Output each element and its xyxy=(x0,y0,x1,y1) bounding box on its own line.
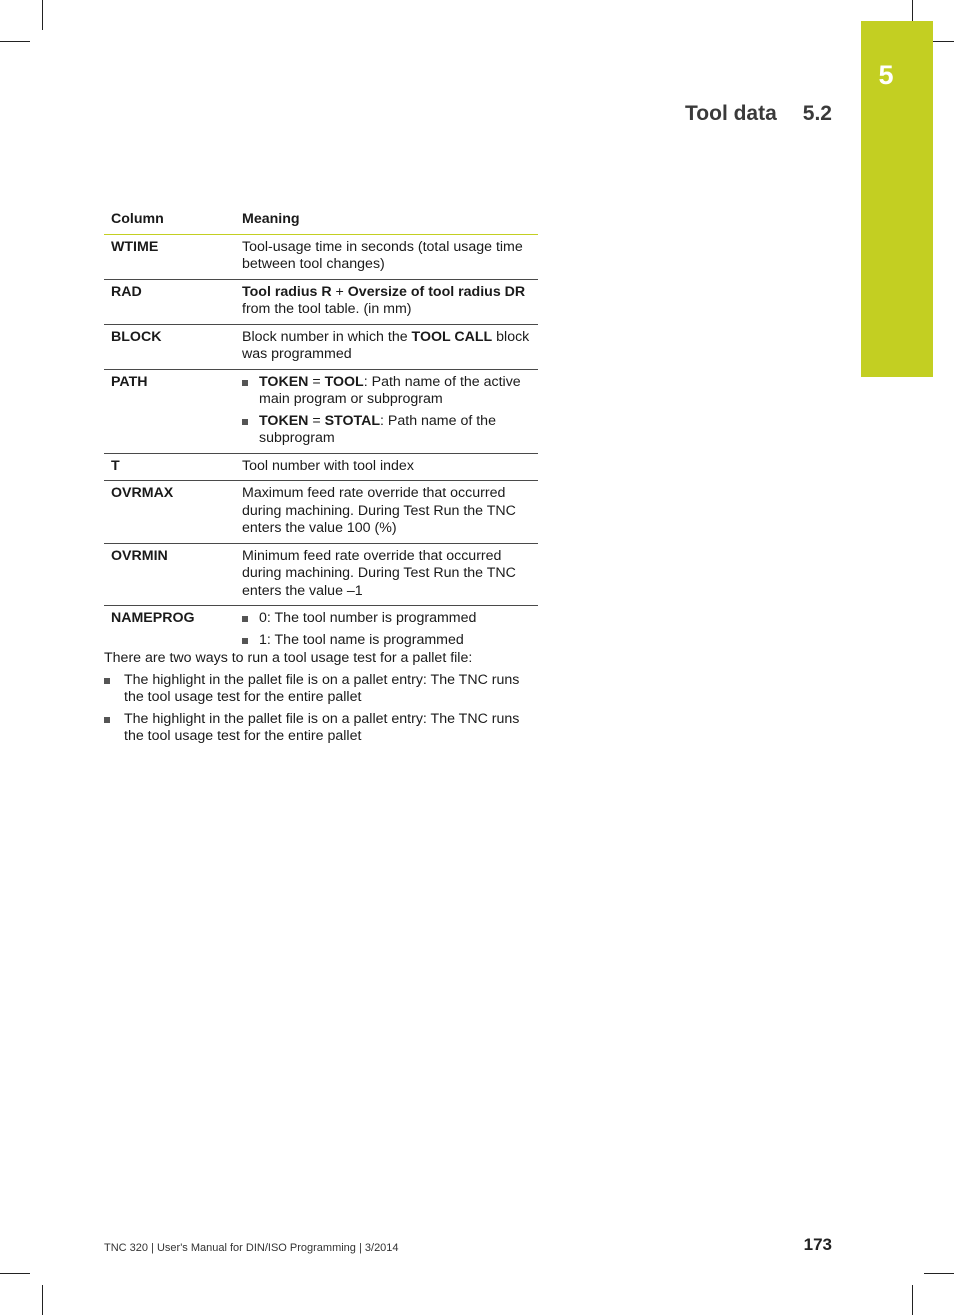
row-meaning: Tool number with tool index xyxy=(235,453,538,481)
row-name: T xyxy=(104,453,235,481)
text-span: = xyxy=(308,373,325,390)
table-row xyxy=(104,543,538,606)
crop-mark xyxy=(42,0,43,30)
page-number: 173 xyxy=(803,1235,832,1254)
crop-mark xyxy=(924,1273,954,1274)
running-head xyxy=(685,102,832,126)
body-text xyxy=(104,650,538,746)
table-row xyxy=(104,369,538,453)
row-name: OVRMAX xyxy=(104,481,235,544)
list-item xyxy=(242,413,532,448)
bullet-list xyxy=(242,610,532,649)
list-item: The highlight in the pallet file is on a pallet entry: The TNC runs the tool usage test for the entire pallet xyxy=(104,711,538,746)
bullet-list xyxy=(242,374,532,448)
chapter-number: 5 xyxy=(878,60,894,90)
row-name: NAMEPROG xyxy=(111,610,195,626)
bold-term: Oversize of tool radius DR xyxy=(347,283,526,300)
crop-mark xyxy=(0,1273,30,1274)
table-row xyxy=(104,234,538,279)
bold-term: TOOL CALL xyxy=(411,328,493,345)
crop-mark xyxy=(0,41,30,42)
footer-text: TNC 320 | User's Manual for DIN/ISO Programming | 3/2014 xyxy=(104,1242,399,1254)
bold-term: STOTAL xyxy=(324,412,381,429)
list-item: The highlight in the pallet file is on a pallet entry: The TNC runs the tool usage test for the entire pallet xyxy=(104,672,538,707)
table-row xyxy=(104,324,538,369)
bold-term: Tool radius R xyxy=(242,283,332,300)
running-head-section: 5.2 xyxy=(802,102,832,125)
row-meaning xyxy=(235,369,538,453)
column-meaning-table xyxy=(104,206,538,654)
bold-term: TOKEN xyxy=(259,373,309,390)
crop-mark xyxy=(912,1285,913,1315)
crop-mark xyxy=(912,0,913,22)
row-meaning: Maximum feed rate override that occurred during machining. During Test Run the TNC enters the value 100 (%) xyxy=(235,481,538,544)
crop-mark xyxy=(42,1285,43,1315)
row-meaning xyxy=(235,324,538,369)
row-name: PATH xyxy=(104,369,235,453)
running-head-title: Tool data xyxy=(685,102,777,125)
row-name: RAD xyxy=(104,279,235,324)
list-item: 1: The tool name is programmed xyxy=(242,632,532,650)
header-column: Column xyxy=(104,206,235,234)
table-row xyxy=(104,481,538,544)
row-name: BLOCK xyxy=(104,324,235,369)
text-span: + xyxy=(331,283,348,300)
text-span: Block number in which the xyxy=(242,328,412,345)
header-meaning: Meaning xyxy=(235,206,538,234)
bold-term: TOKEN xyxy=(259,412,309,429)
bullet-list xyxy=(104,672,538,746)
text-span: : Path name of the subprogram xyxy=(259,412,496,446)
bold-term: TOOL xyxy=(324,373,364,390)
row-meaning: Minimum feed rate override that occurred during machining. During Test Run the TNC enters the value –1 xyxy=(235,543,538,606)
row-name: OVRMIN xyxy=(104,543,235,606)
table-row xyxy=(104,606,538,655)
row-meaning xyxy=(235,606,538,655)
row-name: WTIME xyxy=(104,234,235,279)
row-meaning xyxy=(235,279,538,324)
list-item xyxy=(242,374,532,409)
table-row xyxy=(104,453,538,481)
list-item: 0: The tool number is programmed xyxy=(242,610,532,628)
intro-paragraph: There are two ways to run a tool usage test for a pallet file: xyxy=(104,650,473,666)
table-row xyxy=(104,279,538,324)
text-span: from the tool table. (in mm) xyxy=(242,301,412,317)
text-span: : Path name of the active main program or subprogram xyxy=(259,373,521,407)
table-header-row xyxy=(104,206,538,234)
row-meaning: Tool-usage time in seconds (total usage time between tool changes) xyxy=(235,234,538,279)
text-span: = xyxy=(308,412,325,429)
text-span: block was programmed xyxy=(242,328,530,362)
